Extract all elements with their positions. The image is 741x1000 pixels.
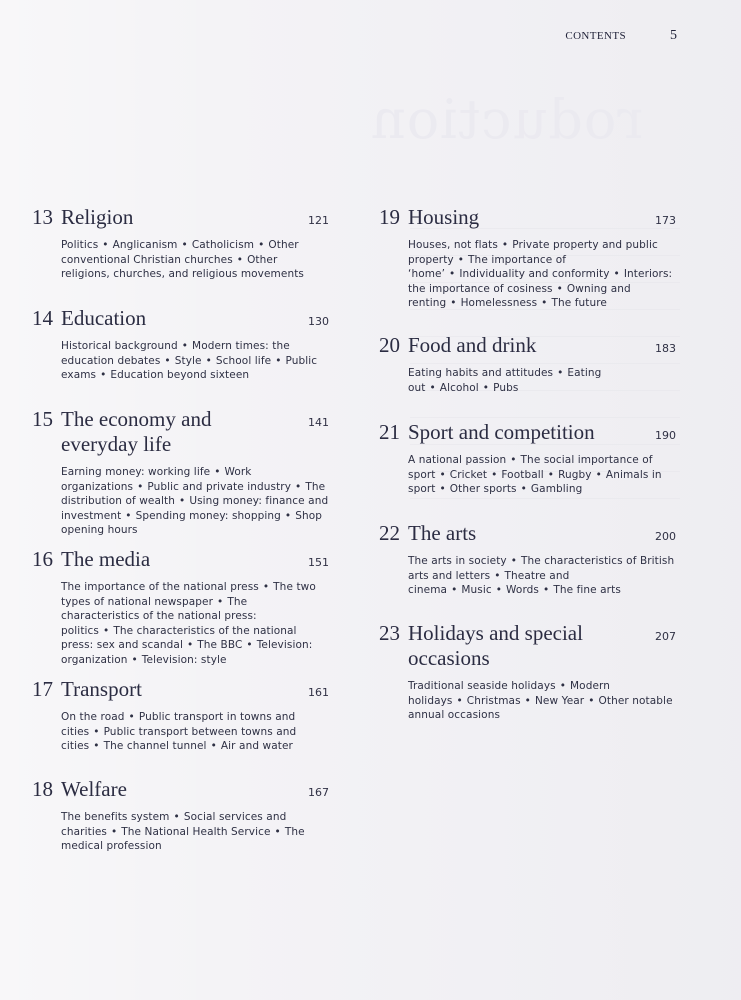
chapter-heading [379, 621, 583, 671]
bullet-separator: • [456, 694, 463, 707]
bullet-separator: • [429, 381, 436, 394]
bullet-separator: • [494, 569, 501, 582]
bullet-separator: • [541, 297, 548, 309]
chapter-topic: New Year [534, 694, 585, 707]
chapter-topic: Christmas [466, 694, 521, 707]
chapter-topic: Modern times: the education debates [61, 340, 290, 367]
show-through-heading: roduction [370, 88, 644, 151]
chapter-topic: The two types of national newspaper [61, 581, 316, 608]
chapter-topic: The medical profession [61, 825, 305, 852]
bullet-separator: • [93, 725, 100, 738]
chapter-title: Food and drink [408, 333, 537, 357]
chapter-title-row [379, 333, 676, 358]
bullet-separator: • [181, 239, 188, 251]
chapter-page-number: 183 [655, 342, 676, 355]
page-header [565, 29, 677, 43]
bullet-separator: • [179, 495, 186, 507]
bullet-separator: • [217, 595, 224, 608]
chapter-topic: Other notable annual occasions [408, 694, 673, 721]
chapter-number: 23 [379, 621, 400, 645]
chapter-topic: Public and private industry [147, 480, 292, 493]
chapter-topic: A national passion [408, 454, 507, 466]
chapter-page-number: 200 [655, 530, 676, 543]
chapter-topic: On the road [61, 711, 125, 723]
chapter-topic: Other conventional Christian churches [61, 239, 299, 266]
chapter-topic: Traditional seaside holidays [408, 680, 556, 692]
chapter-heading [379, 521, 476, 546]
bullet-separator: • [236, 253, 244, 266]
chapter-summary [61, 710, 329, 754]
bullet-separator: • [258, 239, 265, 251]
chapter-topic: The characteristics of the national press: sex and scandal [61, 624, 297, 651]
chapter-number: 20 [379, 333, 400, 357]
chapter-page-number: 167 [308, 786, 329, 799]
bullet-separator: • [110, 825, 118, 838]
bullet-separator: • [595, 468, 602, 481]
chapter-summary [61, 810, 329, 854]
bullet-separator: • [495, 584, 503, 596]
chapter-entry [32, 547, 329, 667]
chapter-topic: Words [506, 584, 540, 596]
bullet-separator: • [450, 297, 457, 309]
bullet-separator: • [181, 340, 189, 352]
bullet-separator: • [491, 468, 498, 481]
chapter-heading [32, 306, 146, 331]
chapter-entry [379, 621, 676, 723]
bullet-separator: • [275, 354, 282, 367]
chapter-entry [32, 777, 329, 854]
chapter-topic: Television: organization [61, 639, 313, 666]
bullet-separator: • [439, 483, 446, 495]
chapter-topic: Alcohol [439, 381, 479, 394]
chapter-summary [408, 679, 676, 723]
chapter-entry [32, 306, 329, 383]
chapter-topic: The importance of ‘home’ [408, 253, 567, 280]
chapter-topic: Education beyond sixteen [110, 369, 250, 381]
chapter-title-row [32, 407, 329, 457]
chapter-number: 14 [32, 306, 53, 330]
chapter-title: Transport [61, 677, 142, 701]
bullet-separator: • [210, 740, 217, 752]
chapter-entry [32, 677, 329, 754]
chapter-topic: The fine arts [553, 584, 621, 596]
chapter-topic: The channel tunnel [103, 740, 207, 752]
chapter-topic: Public transport between towns and cities [61, 725, 297, 752]
chapter-topic: Public transport in towns and cities [61, 711, 296, 738]
bullet-separator: • [137, 480, 144, 493]
chapter-summary [61, 339, 329, 383]
bullet-separator: • [295, 480, 302, 493]
chapter-topic: Television: style [141, 653, 227, 666]
chapter-topic: School life [215, 354, 272, 367]
chapter-heading [32, 777, 127, 802]
chapter-page-number: 130 [308, 315, 329, 328]
chapter-title-row [32, 205, 329, 230]
chapter-topic: Politics [61, 239, 99, 251]
chapter-entry [379, 420, 676, 497]
chapter-topic: The benefits system [61, 811, 170, 823]
chapter-title: Religion [61, 205, 134, 229]
chapter-topic: Interiors: the importance of cosiness [408, 268, 673, 295]
chapter-heading [32, 677, 142, 702]
bullet-separator: • [439, 468, 446, 481]
bullet-separator: • [100, 369, 107, 381]
chapter-heading [379, 333, 536, 358]
chapter-topic: Music [461, 584, 492, 596]
chapter-topic: Rugby [558, 468, 592, 481]
bullet-separator: • [451, 584, 458, 596]
chapter-number: 18 [32, 777, 53, 801]
chapter-entry [32, 407, 329, 538]
bullet-separator: • [173, 811, 180, 823]
chapter-topic: The National Health Service [121, 825, 271, 838]
chapter-topic: The distribution of wealth [61, 480, 326, 507]
chapter-topic: Historical background [61, 340, 178, 352]
chapter-number: 19 [379, 205, 400, 229]
chapter-topic: The future [551, 297, 607, 309]
chapter-topic: Air and water [220, 740, 293, 752]
chapter-title: The arts [408, 521, 477, 545]
bullet-separator: • [547, 468, 555, 481]
chapter-page-number: 121 [308, 214, 329, 227]
chapter-topic: Work organizations [61, 466, 252, 493]
bullet-separator: • [556, 282, 563, 295]
chapter-summary [408, 238, 676, 311]
bullet-separator: • [284, 509, 292, 522]
chapter-entry [379, 521, 676, 598]
bullet-separator: • [186, 639, 194, 651]
bullet-separator: • [543, 584, 550, 596]
chapter-heading [32, 547, 150, 572]
chapter-topic: Social services and charities [61, 811, 287, 838]
bullet-separator: • [482, 381, 490, 394]
chapter-topic: Style [174, 354, 202, 367]
chapter-number: 15 [32, 407, 53, 431]
bullet-separator: • [457, 253, 465, 266]
chapter-page-number: 161 [308, 686, 329, 699]
chapter-topic: Spending money: shopping [135, 509, 281, 522]
chapter-number: 17 [32, 677, 53, 701]
chapter-summary [61, 580, 329, 667]
bullet-separator: • [559, 680, 567, 692]
chapter-topic: The arts in society [408, 555, 507, 567]
chapter-topic: Catholicism [191, 239, 255, 251]
chapter-title: Sport and competition [408, 420, 595, 444]
chapter-topic: The characteristics of the national press: politics [61, 595, 257, 637]
bullet-separator: • [588, 694, 595, 707]
chapter-topic: The characteristics of British arts and letters [408, 555, 675, 582]
chapter-title: Housing [408, 205, 480, 229]
chapter-title: Holidays and special occasions [408, 621, 583, 670]
bullet-separator: • [557, 367, 564, 379]
chapter-topic: Football [501, 468, 544, 481]
chapter-title: The media [61, 547, 151, 571]
chapter-topic: Houses, not flats [408, 239, 498, 251]
bullet-separator: • [93, 740, 100, 752]
chapter-topic: Modern holidays [408, 680, 611, 707]
chapter-summary [408, 453, 676, 497]
chapter-topic: Theatre and cinema [408, 569, 570, 596]
bullet-separator: • [449, 268, 456, 280]
bullet-separator: • [524, 694, 531, 707]
page-number: 5 [670, 28, 677, 43]
bullet-separator: • [164, 354, 171, 367]
chapter-summary [408, 554, 676, 598]
bullet-separator: • [205, 354, 212, 367]
chapter-page-number: 190 [655, 429, 676, 442]
bullet-separator: • [501, 239, 509, 251]
chapter-title: Education [61, 306, 147, 330]
chapter-heading [379, 420, 595, 445]
chapter-number: 13 [32, 205, 53, 229]
chapter-topic: The social importance of sport [408, 454, 653, 481]
chapter-topic: The BBC [197, 639, 243, 651]
chapter-topic: Homelessness [460, 297, 538, 309]
bullet-separator: • [274, 825, 281, 838]
bullet-separator: • [246, 639, 253, 651]
chapter-topic: Eating out [408, 367, 602, 394]
chapter-page-number: 207 [655, 630, 676, 643]
bullet-separator: • [613, 268, 620, 280]
chapter-title: Welfare [61, 777, 127, 801]
chapter-title-row [379, 621, 676, 671]
chapter-number: 22 [379, 521, 400, 545]
chapter-number: 16 [32, 547, 53, 571]
chapter-page-number: 151 [308, 556, 329, 569]
bullet-separator: • [125, 509, 132, 522]
chapter-heading [32, 407, 251, 457]
chapter-page-number: 141 [308, 416, 329, 429]
chapter-topic: Other religions, churches, and religious movements [61, 253, 304, 280]
chapter-title-row [32, 306, 329, 331]
chapter-heading [32, 205, 133, 230]
chapter-topic: Shop opening hours [61, 509, 322, 536]
chapter-topic: Anglicanism [112, 239, 178, 251]
chapter-title-row [32, 547, 329, 572]
chapter-summary [408, 366, 676, 395]
chapter-page-number: 173 [655, 214, 676, 227]
chapter-topic: Pubs [493, 381, 519, 394]
chapter-topic: Individuality and conformity [459, 268, 610, 280]
bullet-separator: • [128, 711, 135, 723]
chapter-topic: Cricket [449, 468, 488, 481]
chapter-topic: Eating habits and attitudes [408, 367, 554, 379]
bullet-separator: • [103, 624, 110, 637]
running-head: CONTENTS [565, 30, 626, 42]
bullet-separator: • [510, 555, 518, 567]
chapter-summary [61, 238, 329, 282]
chapter-heading [379, 205, 479, 230]
chapter-title-row [379, 420, 676, 445]
bullet-separator: • [214, 466, 221, 478]
chapter-title-row [379, 521, 676, 546]
chapter-title-row [32, 777, 329, 802]
chapter-summary [61, 465, 329, 538]
chapter-entry [379, 333, 676, 395]
bullet-separator: • [131, 653, 138, 666]
chapter-title-row [32, 677, 329, 702]
chapter-topic: Using money: finance and investment [61, 495, 329, 522]
chapter-topic: Public exams [61, 354, 318, 381]
chapter-entry [32, 205, 329, 282]
bullet-separator: • [510, 454, 517, 466]
chapter-topic: Other sports [449, 483, 517, 495]
chapter-topic: Gambling [530, 483, 583, 495]
bullet-separator: • [520, 483, 527, 495]
chapter-topic: Private property and public property [408, 239, 658, 266]
chapter-topic: The importance of the national press [61, 581, 259, 593]
chapter-title-row [379, 205, 676, 230]
bullet-separator: • [262, 581, 270, 593]
chapter-topic: Owning and renting [408, 282, 631, 309]
bullet-separator: • [102, 239, 109, 251]
chapter-number: 21 [379, 420, 400, 444]
chapter-title: The economy and everyday life [61, 407, 212, 456]
chapter-topic: Animals in sport [408, 468, 662, 495]
chapter-entry [379, 205, 676, 311]
chapter-topic: Earning money: working life [61, 466, 211, 478]
